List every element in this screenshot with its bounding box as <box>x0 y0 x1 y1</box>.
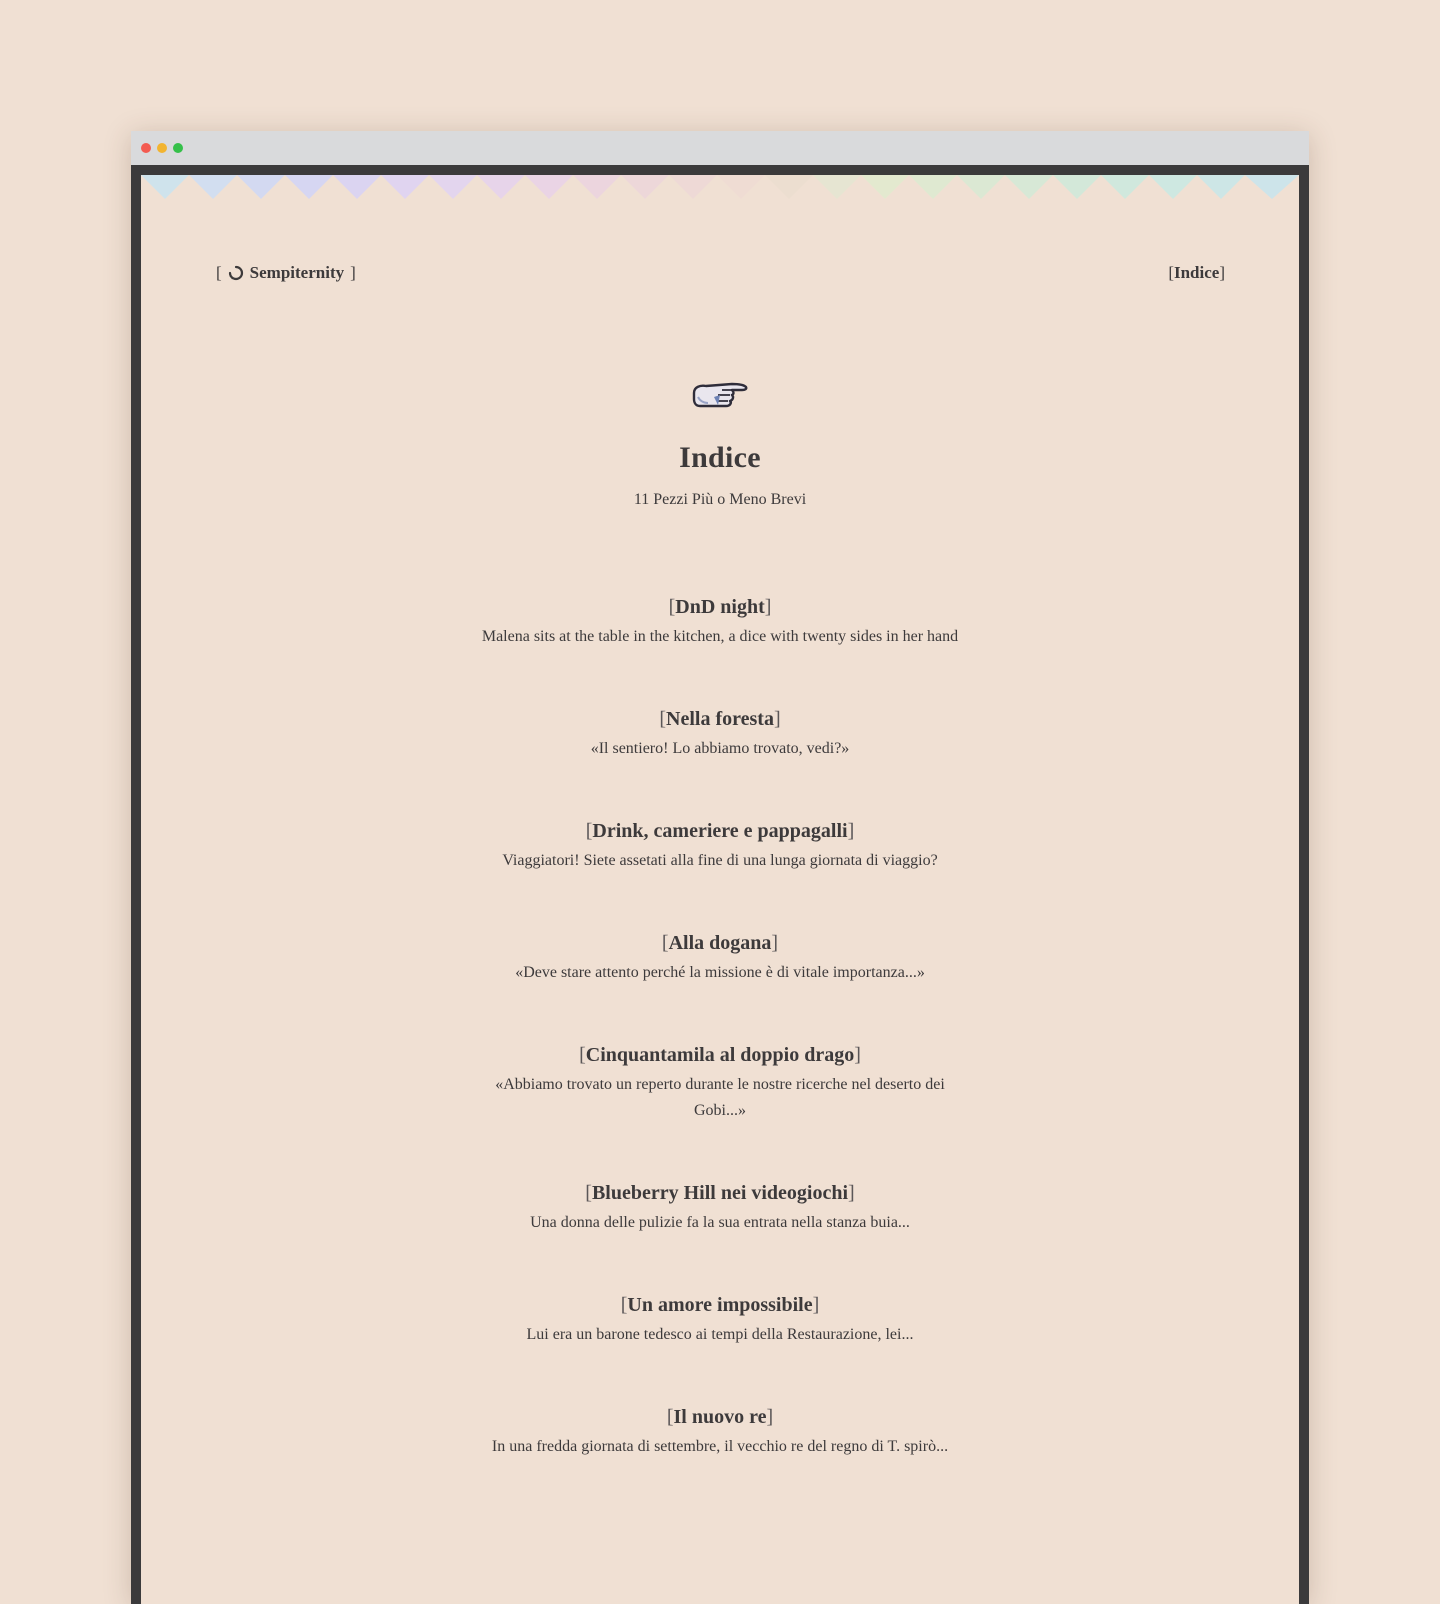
entry-link[interactable]: [Un amore impossibile] <box>620 1294 820 1316</box>
list-item <box>450 1042 990 1124</box>
brand-bracket-close: ] <box>350 263 356 282</box>
maximize-window-button[interactable] <box>173 143 183 153</box>
window-titlebar <box>131 131 1309 165</box>
browser-window <box>131 131 1309 1604</box>
list-item <box>450 706 990 762</box>
list-item <box>450 1292 990 1348</box>
nav-bracket-close: ] <box>1219 263 1225 282</box>
loading-spinner-icon <box>228 265 244 281</box>
hero-section <box>141 375 1299 509</box>
entry-link[interactable]: [Cinquantamila al doppio drago] <box>579 1044 861 1066</box>
close-window-button[interactable] <box>141 143 151 153</box>
list-item <box>450 594 990 650</box>
entry-description: Lui era un barone tedesco ai tempi della Restaurazione, lei... <box>526 1326 914 1343</box>
entry-description: «Il sentiero! Lo abbiamo trovato, vedi?» <box>590 740 850 757</box>
list-item <box>450 930 990 986</box>
bunting-decoration <box>141 175 1299 201</box>
entry-link[interactable]: [DnD night] <box>668 596 772 618</box>
entry-link[interactable]: [Alla dogana] <box>661 932 779 954</box>
entry-description: Una donna delle pulizie fa la sua entrata nella stanza buia... <box>530 1214 910 1231</box>
entry-link[interactable]: [Il nuovo re] <box>666 1406 774 1428</box>
entry-link[interactable]: [Drink, cameriere e pappagalli] <box>585 820 855 842</box>
nav-label: Indice <box>1173 263 1220 282</box>
list-item <box>450 818 990 874</box>
brand-bracket-open: [ <box>216 263 222 282</box>
list-item <box>450 1404 990 1460</box>
minimize-window-button[interactable] <box>157 143 167 153</box>
brand-name: Sempiternity <box>249 263 345 282</box>
nav-bracket-open: [ <box>1168 263 1174 282</box>
entry-description: Viaggiatori! Siete assetati alla fine di una lunga giornata di viaggio? <box>502 852 938 869</box>
pointing-hand-icon <box>688 375 752 415</box>
list-item <box>450 1180 990 1236</box>
entry-description: «Abbiamo trovato un reperto durante le nostre ricerche nel deserto dei Gobi...» <box>495 1076 945 1119</box>
page-subtitle: 11 Pezzi Più o Meno Brevi <box>633 491 807 508</box>
entry-description: Malena sits at the table in the kitchen, a dice with twenty sides in her hand <box>481 628 959 645</box>
entry-link[interactable]: [Nella foresta] <box>659 708 781 730</box>
page-viewport <box>141 175 1299 1604</box>
home-link[interactable] <box>216 263 356 283</box>
nav-link-indice[interactable] <box>1168 263 1225 283</box>
entry-description: «Deve stare attento perché la missione è di vitale importanza...» <box>515 964 925 981</box>
index-list <box>450 594 990 1516</box>
page-title: Indice <box>679 441 761 474</box>
entry-description: In una fredda giornata di settembre, il vecchio re del regno di T. spirò... <box>491 1438 949 1455</box>
entry-link[interactable]: [Blueberry Hill nei videogiochi] <box>585 1182 855 1204</box>
